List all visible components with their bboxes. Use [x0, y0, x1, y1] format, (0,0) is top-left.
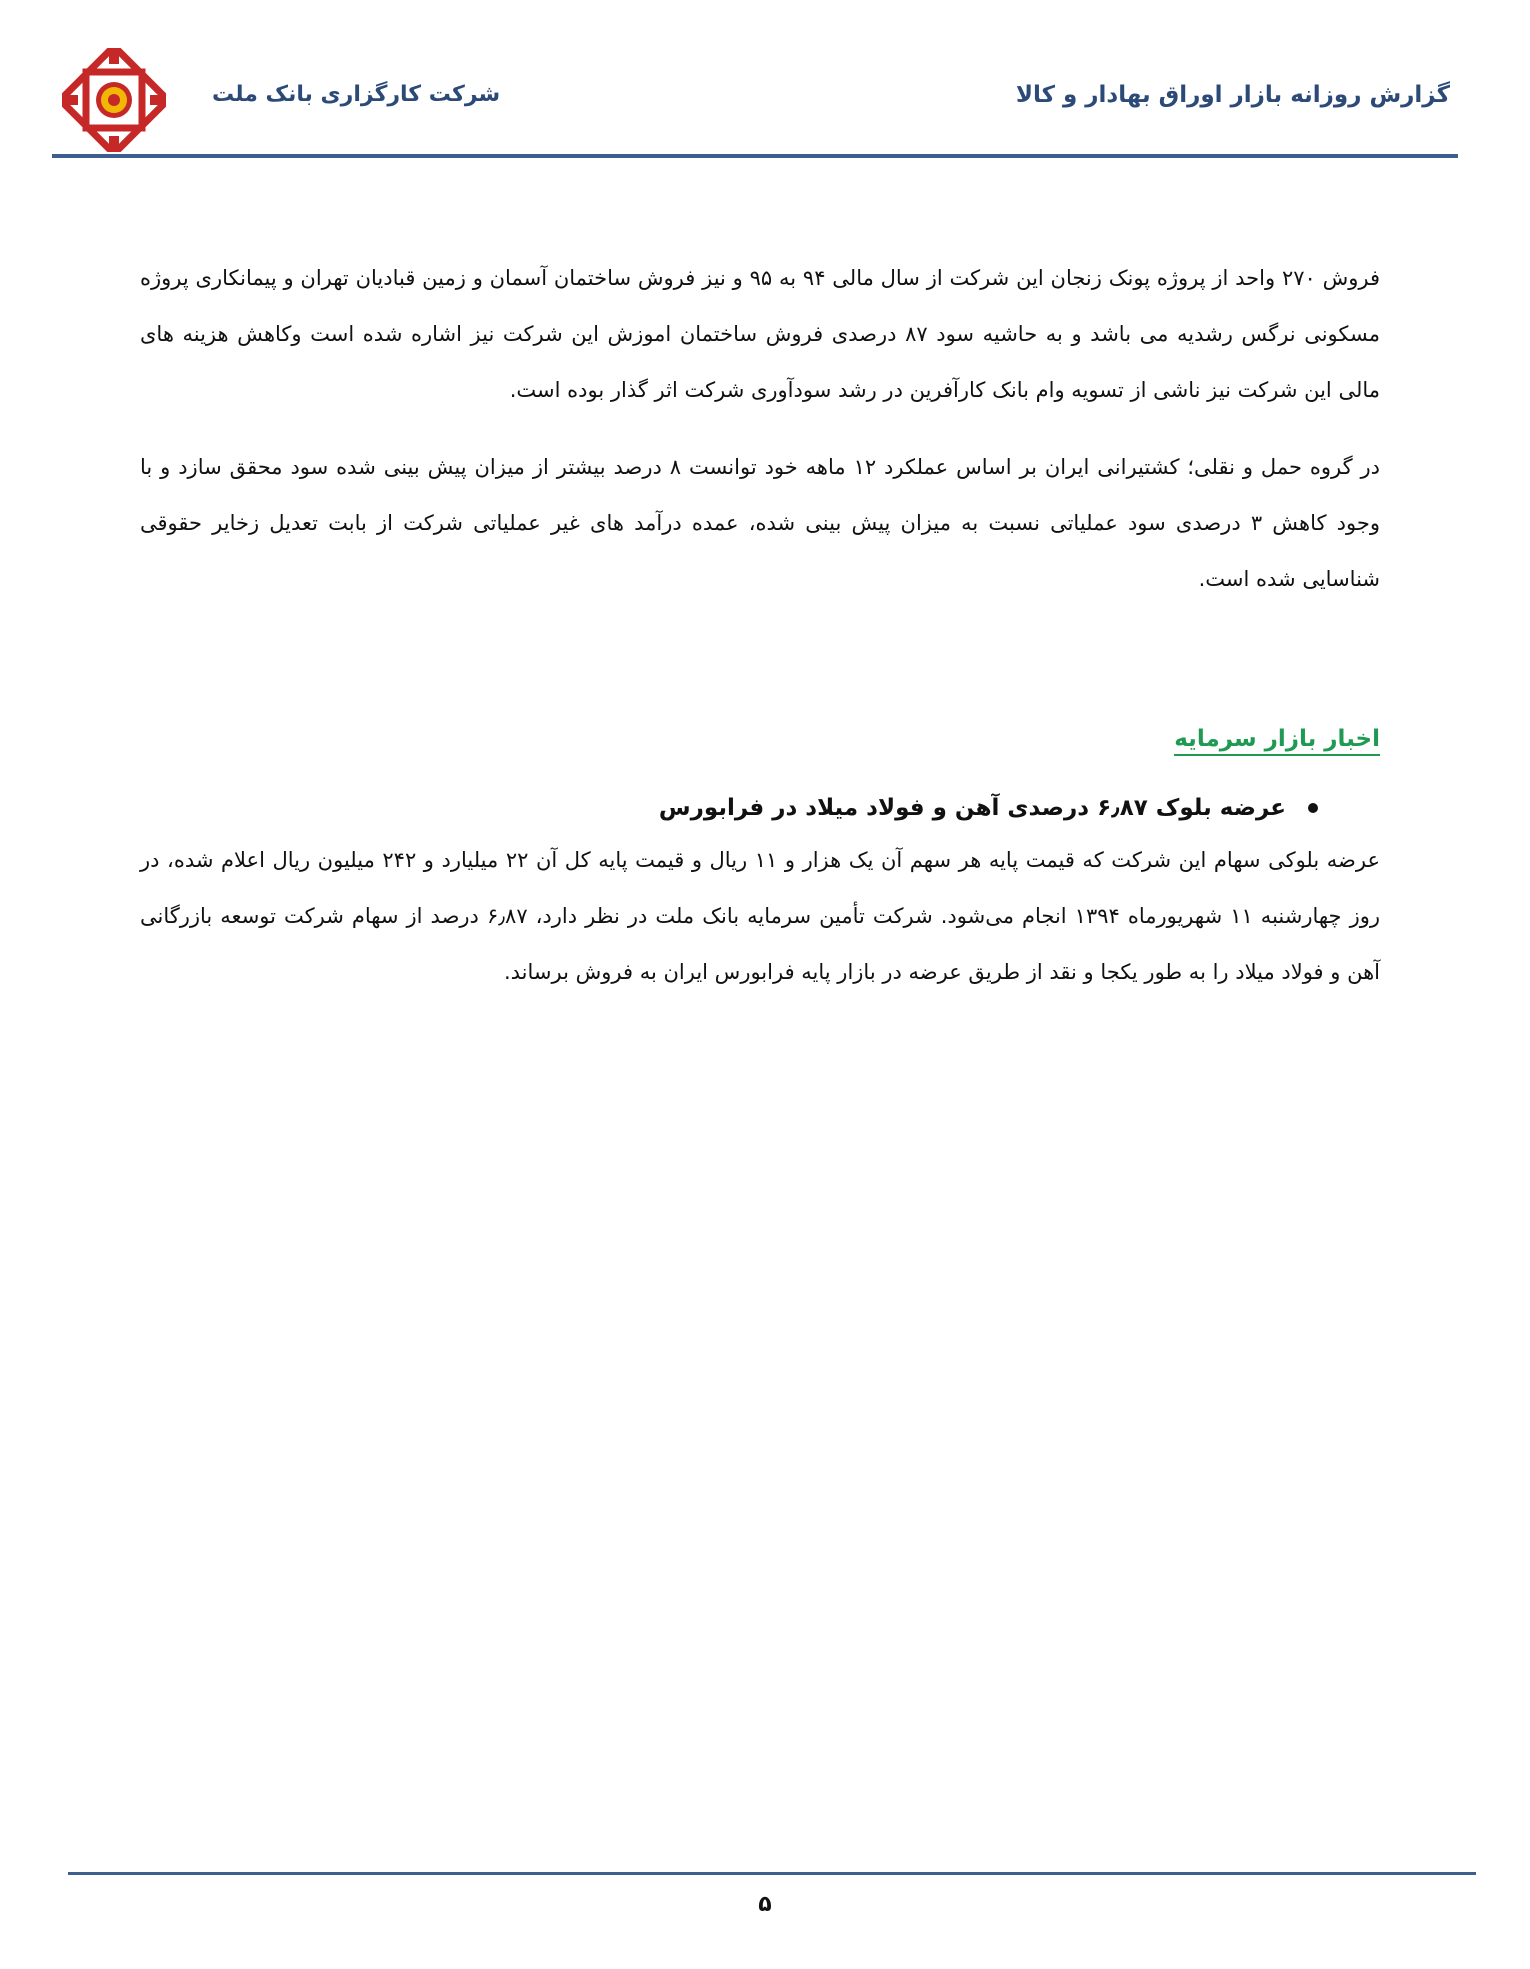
page-number: ۵ — [758, 1892, 772, 1917]
bank-mellat-logo-icon — [62, 48, 166, 152]
bullet-icon — [1308, 803, 1318, 813]
section-title-capital-market-news: اخبار بازار سرمایه — [1174, 726, 1380, 756]
company-name: شرکت کارگزاری بانک ملت — [212, 82, 501, 107]
news-heading-text: عرضه بلوک ۶٫۸۷ درصدی آهن و فولاد میلاد در فرابورس — [658, 795, 1286, 821]
paragraph-shipping: در گروه حمل و نقلی؛ کشتیرانی ایران بر اساس عملکرد ۱۲ ماهه خود توانست ۸ درصد بیشتر از میزان پیش بینی شده سود محقق سازد و با وجود کاهش ۳ درصدی سود عملیاتی نسبت به میزان پیش بینی شده، عمده درآمد های غیر عملیاتی شرکت از بابت تعدیل زخایر حقوقی شناسایی شده است. — [140, 455, 1381, 591]
news-heading — [140, 784, 1380, 832]
footer-divider — [68, 1872, 1476, 1875]
paragraph-block-offering: عرضه بلوکی سهام این شرکت که قیمت پایه هر سهم آن یک هزار و ۱۱ ریال و قیمت پایه کل آن ۲۲ میلیارد و ۲۴۲ میلیون ریال اعلام شده، در روز چهارشنبه ۱۱ شهریورماه ۱۳۹۴ انجام می‌شود. شرکت تأمین سرمایه بانک ملت در نظر دارد، ۶٫۸۷ درصد از سهام شرکت توسعه بازرگانی آهن و فولاد میلاد را به طور یکجا و نقد از طریق عرضه در بازار پایه فرابورس ایران به فروش برساند. — [140, 848, 1380, 984]
main-content — [140, 250, 1380, 1021]
header-divider — [52, 154, 1458, 158]
report-title: گزارش روزانه بازار اوراق بهادار و کالا — [1015, 82, 1450, 108]
page-header — [52, 40, 1458, 158]
paragraph-construction-sales: فروش ۲۷۰ واحد از پروژه پونک زنجان این شرکت از سال مالی ۹۴ به ۹۵ و نیز فروش ساختمان آسمان و زمین قبادیان تهران و پیمانکاری پروژه مسکونی نرگس رشدیه می باشد و به حاشیه سود ۸۷ درصدی فروش ساختمان اموزش این شرکت نیز اشاره شده است وکاهش هزینه های مالی این شرکت نیز ناشی از تسویه وام بانک کارآفرین در رشد سودآوری شرکت اثر گذار بوده است. — [140, 266, 1380, 402]
